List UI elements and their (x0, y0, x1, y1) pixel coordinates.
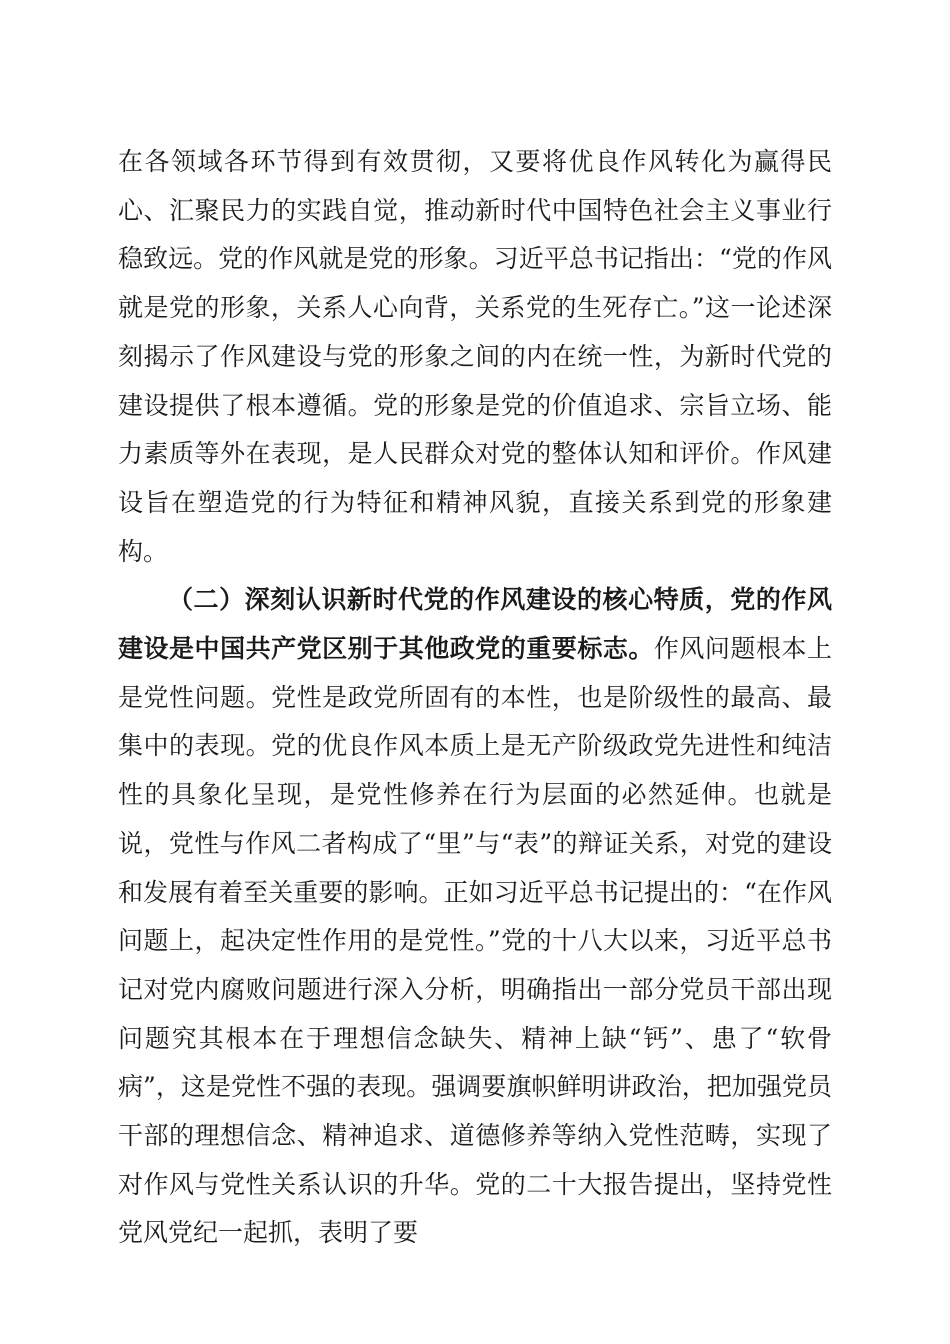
section-two-heading: （二）深刻认识新时代党的作风建设的核心特质，党的作风建设是中国共产党区别于其他政党的重要标志。 (118, 585, 832, 664)
paragraph-continuation (118, 138, 832, 576)
paragraph-section-two (118, 576, 832, 1258)
paragraph-1-text: 在各领域各环节得到有效贯彻，又要将优良作风转化为赢得民心、汇聚民力的实践自觉，推动新时代中国特色社会主义事业行稳致远。党的作风就是党的形象。习近平总书记指出：“党的作风就是党的形象，关系人心向背，关系党的生死存亡。”这一论述深刻揭示了作风建设与党的形象之间的内在统一性，为新时代党的建设提供了根本遵循。党的形象是党的价值追求、宗旨立场、能力素质等外在表现，是人民群众对党的整体认知和评价。作风建设旨在塑造党的行为特征和精神风貌，直接关系到党的形象建构。 (118, 147, 832, 566)
document-body (118, 138, 832, 1258)
paragraph-2-text: 作风问题根本上是党性问题。党性是政党所固有的本性，也是阶级性的最高、最集中的表现。党的优良作风本质上是无产阶级政党先进性和纯洁性的具象化呈现，是党性修养在行为层面的必然延伸。也就是说，党性与作风二者构成了“里”与“表”的辩证关系，对党的建设和发展有着至关重要的影响。正如习近平总书记提出的：“在作风问题上，起决定性作用的是党性。”党的十八大以来，习近平总书记对党内腐败问题进行深入分析，明确指出一部分党员干部出现问题究其根本在于理想信念缺失、精神上缺“钙”、患了“软骨病”，这是党性不强的表现。强调要旗帜鲜明讲政治，把加强党员干部的理想信念、精神追求、道德修养等纳入党性范畴，实现了对作风与党性关系认识的升华。党的二十大报告提出，坚持党性党风党纪一起抓，表明了要 (118, 634, 832, 1248)
